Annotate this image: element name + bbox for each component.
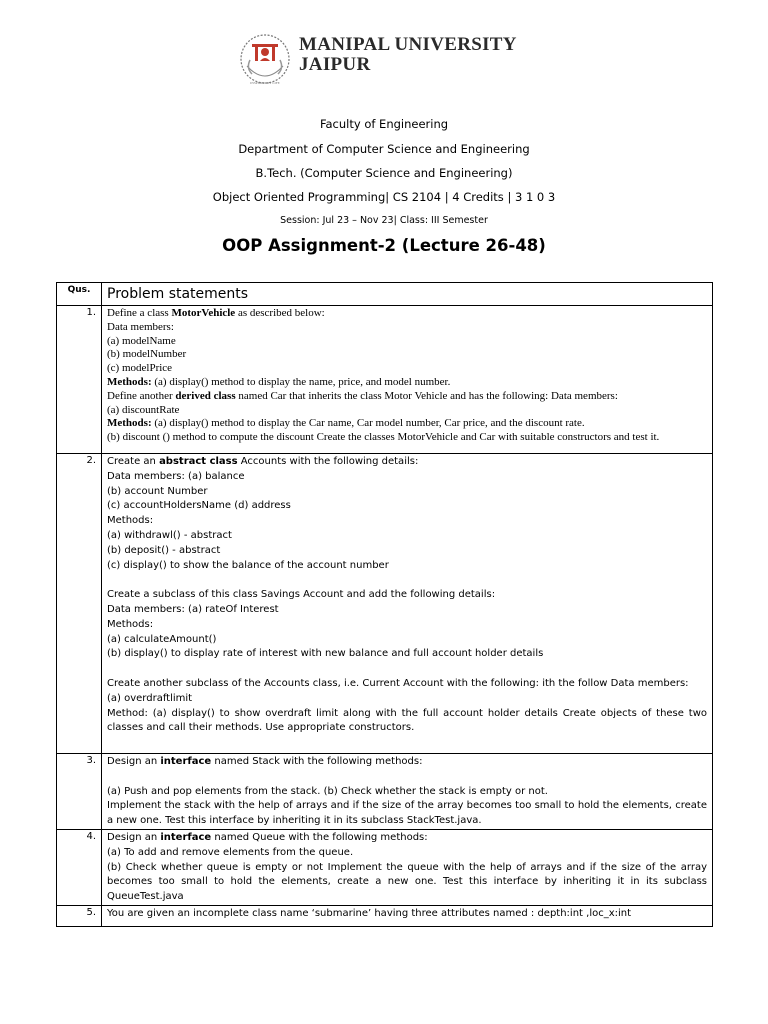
problem-statement: Create an abstract class Accounts with the following details: Data members: (a) balance (b) account Number (c) accountHoldersName (d) address Methods: (a) withdrawl() - abstract (b) deposit() - abstract (c) display() to show the balance of the account number Create a subclass of this class Savings Account and add the following details: Data members: (a) rateOf Interest Methods: (a) calculateAmount() (b) display() to display rate of interest with new balance and full account holder details Create another subclass of the Accounts class, i.e. Current Account with the following: ith the follow Data members: (a) overdraftlimit Method: (a) display() to show overdraft limit along with the full account holder details Create objects of these two classes and call their methods. Use appropriate constructors. [102, 454, 713, 754]
assignment-title: OOP Assignment-2 (Lecture 26-48) [222, 236, 546, 255]
question-number: 4. [57, 830, 102, 906]
question-number: 3. [57, 754, 102, 830]
problem-statement: Design an interface named Queue with the following methods: (a) To add and remove elements from the queue. (b) Check whether queue is empty or not Implement the queue with the help of arrays and if the size of the array becomes too small to hold the elements, create a new one. Test this interface by inheriting it in its subclass QueueTest.java [102, 830, 713, 906]
table-row [57, 905, 713, 926]
column-header-problem: Problem statements [102, 283, 713, 306]
table-row [57, 306, 713, 454]
course-line: Object Oriented Programming| CS 2104 | 4 Credits | 3 1 0 3 [212, 190, 556, 204]
problem-statement: You are given an incomplete class name ‘submarine’ having three attributes named : depth:int ,loc_x:int [102, 905, 713, 926]
question-number: 2. [57, 454, 102, 754]
question-number: 1. [57, 306, 102, 454]
university-campus: JAIPUR [299, 54, 371, 75]
programme-line: B.Tech. (Computer Science and Engineering) [255, 166, 513, 180]
problem-table [56, 282, 713, 927]
question-number: 5. [57, 905, 102, 926]
department-line: Department of Computer Science and Engineering [238, 142, 530, 156]
session-line: Session: Jul 23 – Nov 23| Class: III Semester [280, 215, 488, 226]
table-row [57, 454, 713, 754]
svg-text:INSPIRED BY LIFE: INSPIRED BY LIFE [250, 81, 280, 85]
table-row [57, 830, 713, 906]
university-header [238, 30, 538, 92]
faculty-line: Faculty of Engineering [319, 117, 449, 131]
problem-statement: Design an interface named Stack with the following methods: (a) Push and pop elements from the stack. (b) Check whether the stack is empty or not. Implement the stack with the help of arrays and if the size of the array becomes too small to hold the elements, create a new one. Test this interface by inheriting it in its subclass StackTest.java. [102, 754, 713, 830]
column-header-qus: Qus. [57, 283, 102, 306]
manipal-seal-icon [238, 30, 292, 88]
table-row [57, 754, 713, 830]
problem-statement: Define a class MotorVehicle as described below: Data members: (a) modelName (b) modelNumber (c) modelPrice Methods: (a) display() method to display the name, price, and model number. Define another derived class named Car that inherits the class Motor Vehicle and has the following: Data members: (a) discountRate Methods: (a) display() method to display the Car name, Car model number, Car price, and the discount rate. (b) discount () method to compute the discount Create the classes MotorVehicle and Car with suitable constructors and test it. [102, 306, 713, 454]
university-name: MANIPAL UNIVERSITY [299, 34, 517, 55]
